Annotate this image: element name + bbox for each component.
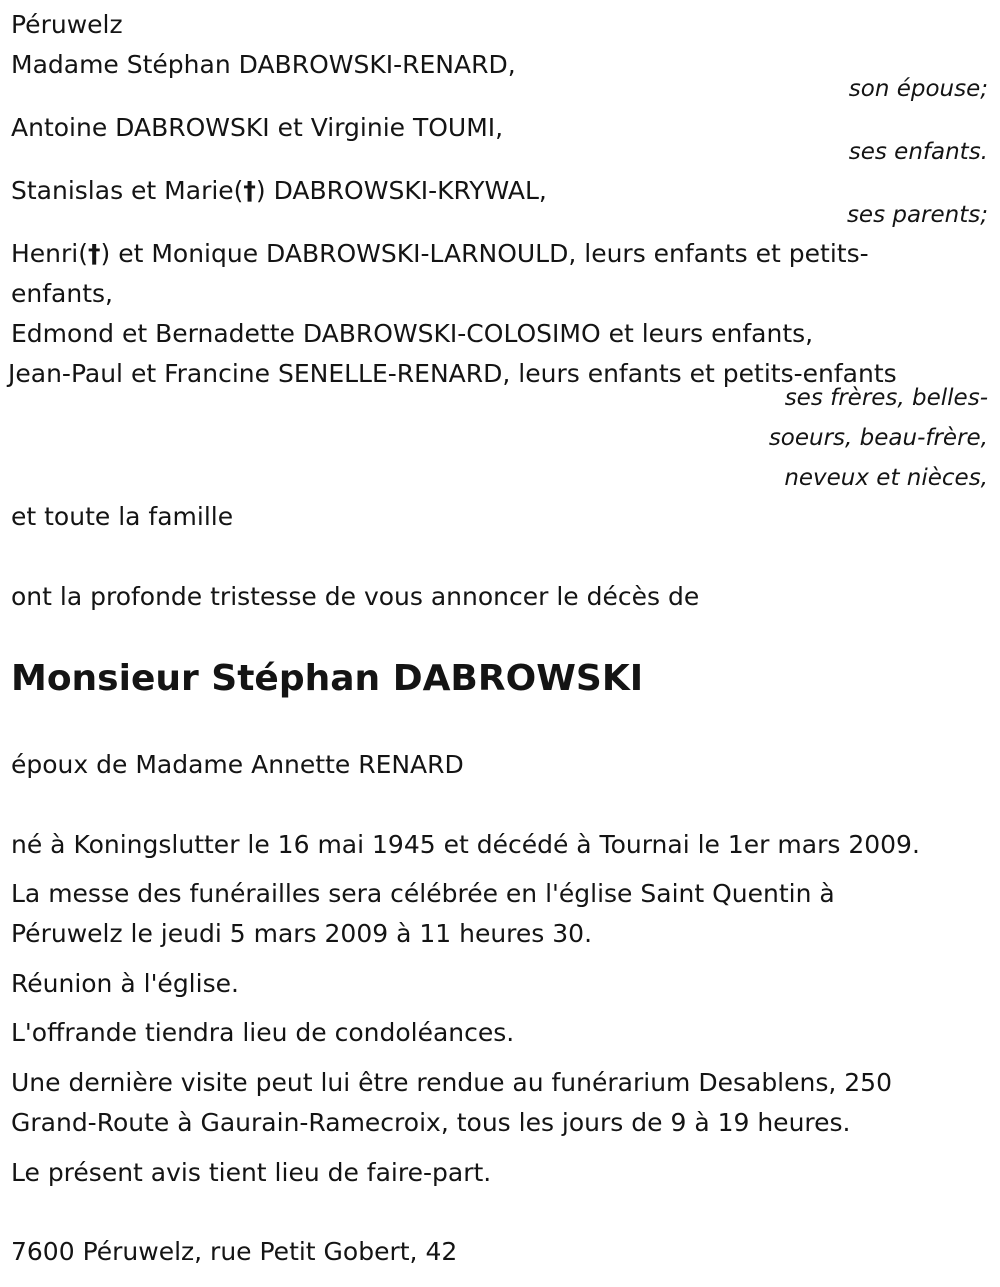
henri-before: Henri( (11, 239, 89, 268)
spouse-of: époux de Madame Annette RENARD (11, 750, 464, 779)
children-names: Antoine DABROWSKI et Virginie TOUMI, (11, 113, 504, 142)
spouse-name: Madame Stéphan DABROWSKI-RENARD, (11, 50, 516, 79)
mass-line-2: Péruwelz le jeudi 5 mars 2009 à 11 heures 30. (11, 919, 593, 948)
siblings-relation-2: soeurs, beau-frère, (768, 425, 988, 451)
children-relation: ses enfants. (848, 139, 988, 165)
offering: L'offrande tiendra lieu de condoléances. (11, 1018, 515, 1047)
sibling-henri (11, 234, 869, 274)
announcement: ont la profonde tristesse de vous annoncer le décès de (11, 582, 700, 611)
meeting: Réunion à l'église. (11, 969, 239, 998)
cross-icon: † (88, 239, 101, 268)
sibling-henri-cont: enfants, (11, 279, 113, 308)
visit-line-2: Grand-Route à Gaurain-Ramecroix, tous les jours de 9 à 19 heures. (11, 1108, 851, 1137)
deceased-name: Monsieur Stéphan DABROWSKI (11, 658, 644, 699)
notice: Le présent avis tient lieu de faire-part. (11, 1158, 492, 1187)
address: 7600 Péruwelz, rue Petit Gobert, 42 (11, 1237, 458, 1266)
place-heading: Péruwelz (11, 10, 123, 39)
sibling-edmond: Edmond et Bernadette DABROWSKI-COLOSIMO et leurs enfants, (11, 319, 814, 348)
parents-names (11, 171, 547, 211)
cross-icon: † (243, 176, 256, 205)
rest-of-family: et toute la famille (11, 502, 234, 531)
siblings-relation-1: ses frères, belles- (784, 385, 988, 411)
birth-death: né à Koningslutter le 16 mai 1945 et décédé à Tournai le 1er mars 2009. (11, 830, 920, 859)
mass-line-1: La messe des funérailles sera célébrée en l'église Saint Quentin à (11, 879, 835, 908)
henri-after: ) et Monique DABROWSKI-LARNOULD, leurs enfants et petits- (100, 239, 869, 268)
parents-name-after: ) DABROWSKI-KRYWAL, (255, 176, 547, 205)
sibling-jeanpaul: Jean-Paul et Francine SENELLE-RENARD, leurs enfants et petits-enfants (8, 359, 897, 388)
parents-name-before: Stanislas et Marie( (11, 176, 244, 205)
spouse-relation: son épouse; (848, 76, 988, 102)
parents-relation: ses parents; (846, 202, 988, 228)
siblings-relation-3: neveux et nièces, (784, 465, 988, 491)
visit-line-1: Une dernière visite peut lui être rendue au funérarium Desablens, 250 (11, 1068, 892, 1097)
